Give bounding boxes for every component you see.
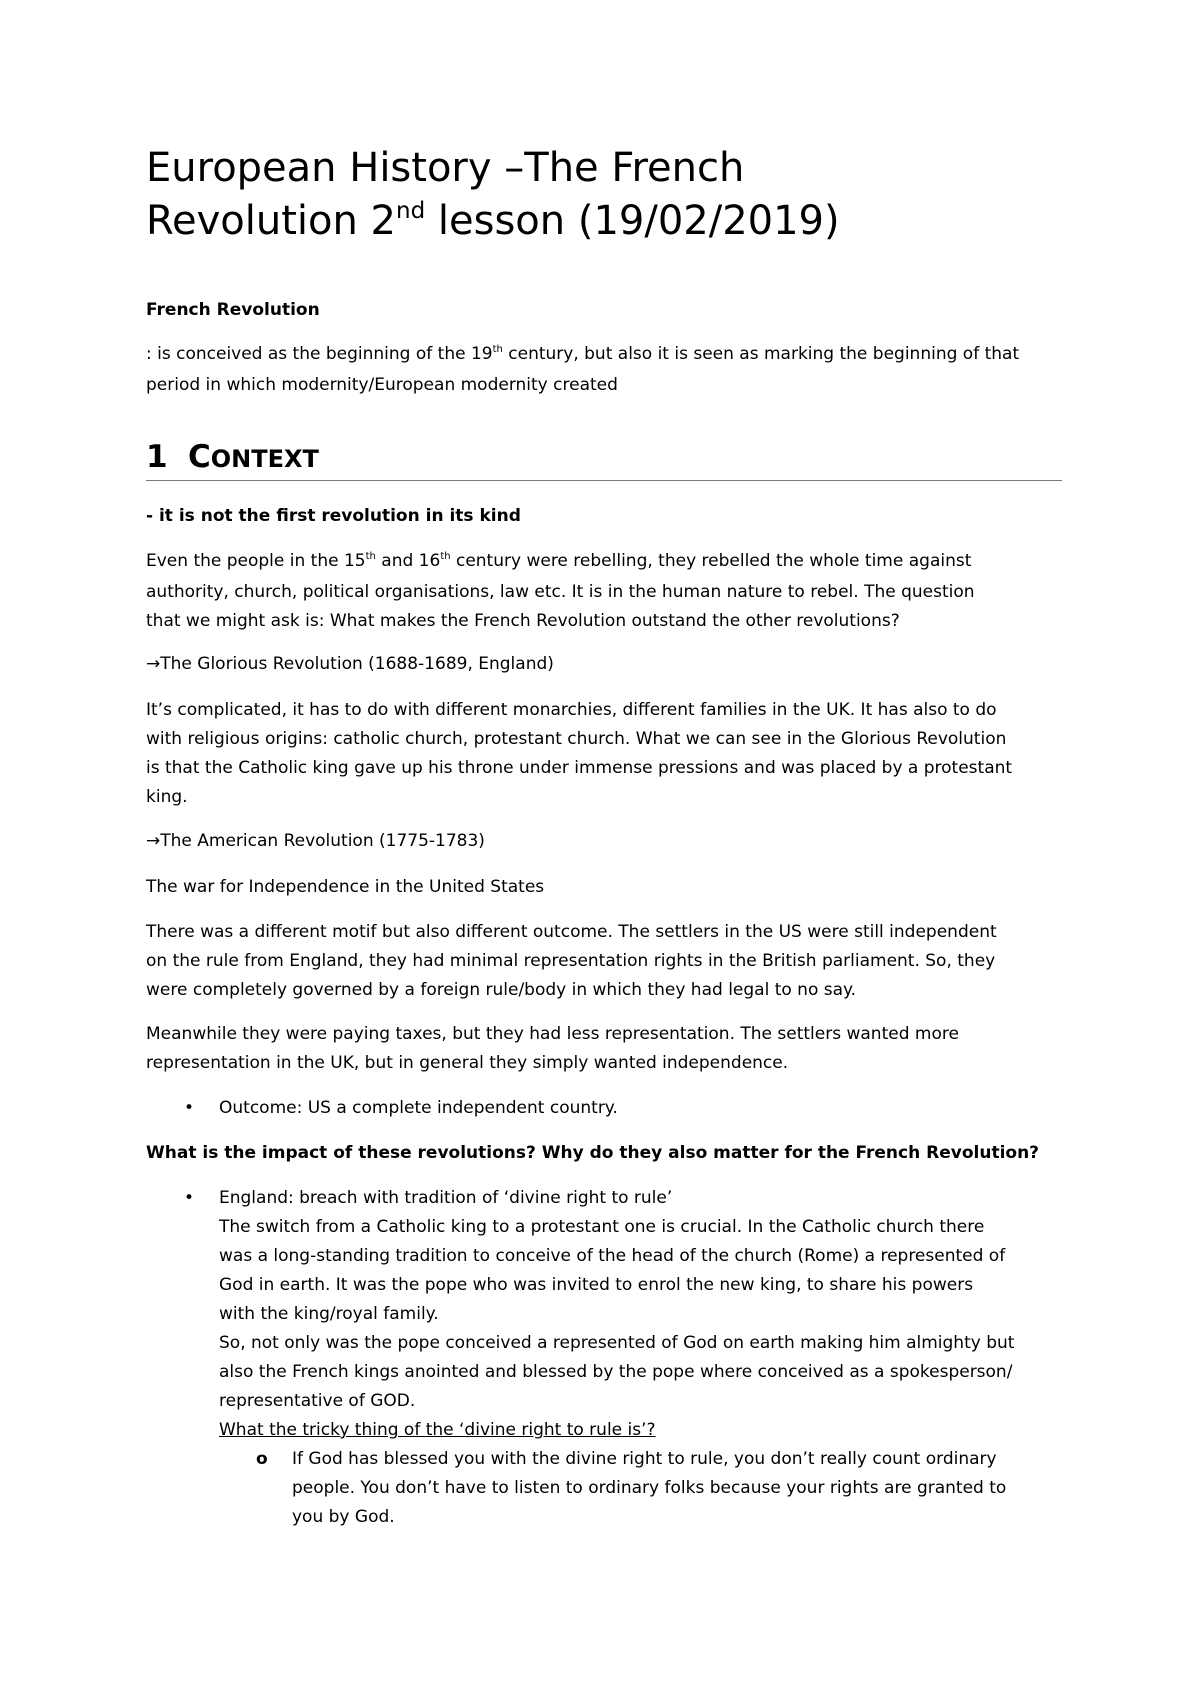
section-number: 1 (146, 439, 168, 475)
point-first-revolution: - it is not the first revolution in its kind (146, 506, 521, 526)
american-paragraph-1 (146, 918, 1066, 1005)
american-subtitle: The war for Independence in the United States (146, 877, 545, 897)
glorious-paragraph (146, 696, 1066, 812)
american-revolution-label: The American Revolution (1775-1783) (160, 831, 485, 851)
glorious-line: is that the Catholic king gave up his throne under immense pressions and was placed by a protestant (146, 758, 1013, 778)
section-title-initial: C (188, 439, 211, 475)
american-line: There was a different motif but also different outcome. The settlers in the US were still independent (146, 922, 997, 942)
glorious-revolution-label: The Glorious Revolution (1688-1689, England) (160, 654, 554, 674)
american-revolution-heading (146, 827, 1066, 856)
rebellion-text-a: Even the people in the 15 (146, 551, 366, 571)
outcome-text: Outcome: US a complete independent country. (219, 1098, 618, 1118)
rebellion-line-1 (146, 547, 1066, 578)
divine-right-body (292, 1445, 1072, 1532)
rebellion-sup-1: th (365, 551, 376, 562)
sub-bullet-icon: o (256, 1449, 268, 1469)
rebellion-text-b: and 16 (375, 551, 441, 571)
england-line: God in earth. It was the pope who was invited to enrol the new king, to share his powers (219, 1275, 974, 1295)
section-heading-context (146, 437, 1062, 481)
section-title-rest: ONTEXT (210, 445, 319, 473)
paragraph-rebellion (146, 547, 1066, 636)
title-line-2-b: lesson (19/02/2019) (425, 198, 840, 244)
england-line: The switch from a Catholic king to a protestant one is crucial. In the Catholic church there (219, 1217, 985, 1237)
title-line-2-a: Revolution 2 (146, 198, 396, 244)
divine-right-line: you by God. (292, 1507, 395, 1527)
intro-line-2: period in which modernity/European modernity created (146, 375, 618, 395)
arrow-icon: → (146, 654, 161, 674)
rebellion-line-2: authority, church, political organisations, law etc. It is in the human nature to rebel. The question (146, 582, 975, 602)
american-line: on the rule from England, they had minimal representation rights in the British parliament. So, they (146, 951, 996, 971)
divine-right-line: If God has blessed you with the divine right to rule, you don’t really count ordinary (292, 1449, 997, 1469)
american-line: were completely governed by a foreign rule/body in which they had legal to no say. (146, 980, 857, 1000)
rebellion-sup-2: th (440, 551, 451, 562)
document-title (146, 142, 1066, 254)
intro-line-1 (146, 340, 1066, 371)
england-line: representative of GOD. (219, 1391, 416, 1411)
divine-right-line: people. You don’t have to listen to ordinary folks because your rights are granted to (292, 1478, 1007, 1498)
american-line: Meanwhile they were paying taxes, but they had less representation. The settlers wanted more (146, 1024, 959, 1044)
tricky-thing-question: What the tricky thing of the ‘divine right to rule is’? (219, 1420, 656, 1440)
england-line: was a long-standing tradition to conceive of the head of the church (Rome) a represented of (219, 1246, 1006, 1266)
glorious-line: with religious origins: catholic church, protestant church. What we can see in the Glorious Revolution (146, 729, 1007, 749)
impact-question: What is the impact of these revolutions? Why do they also matter for the French Revolution? (146, 1143, 1040, 1163)
glorious-line: king. (146, 787, 188, 807)
intro-paragraph (146, 340, 1066, 400)
title-line-2 (146, 195, 1066, 254)
bullet-icon: • (184, 1098, 195, 1118)
intro-text-a: : is conceived as the beginning of the 19 (146, 344, 493, 364)
england-item-body (219, 1184, 1069, 1445)
england-line: with the king/royal family. (219, 1304, 439, 1324)
glorious-revolution-heading (146, 650, 1066, 679)
rebellion-text-c: century were rebelling, they rebelled the whole time against (450, 551, 972, 571)
england-line: also the French kings anointed and blessed by the pope where conceived as a spokesperson/ (219, 1362, 1013, 1382)
bullet-icon: • (184, 1188, 195, 1208)
rebellion-line-3: that we might ask is: What makes the French Revolution outstand the other revolutions? (146, 611, 900, 631)
title-superscript: nd (396, 198, 426, 224)
intro-superscript: th (492, 344, 503, 355)
england-line: So, not only was the pope conceived a represented of God on earth making him almighty but (219, 1333, 1015, 1353)
arrow-icon: → (146, 831, 161, 851)
american-paragraph-2 (146, 1020, 1066, 1078)
intro-heading: French Revolution (146, 300, 320, 320)
england-line: England: breach with tradition of ‘divine right to rule’ (219, 1188, 673, 1208)
glorious-line: It’s complicated, it has to do with different monarchies, different families in the UK. It has also to do (146, 700, 997, 720)
intro-text-b: century, but also it is seen as marking the beginning of that (502, 344, 1020, 364)
american-line: representation in the UK, but in general they simply wanted independence. (146, 1053, 789, 1073)
title-line-1: European History –The French (146, 145, 745, 191)
